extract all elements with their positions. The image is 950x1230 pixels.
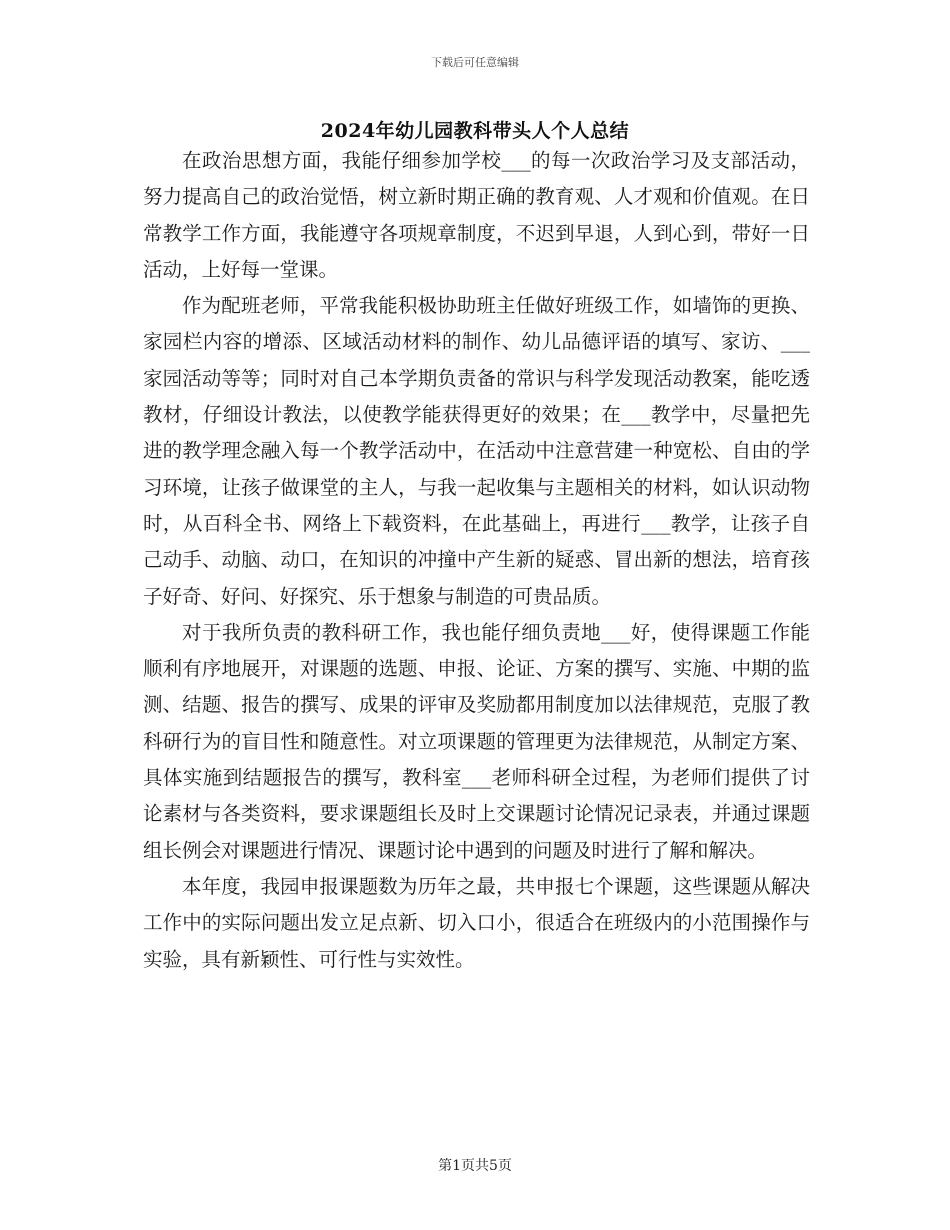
document-title: 2024年幼儿园教科带头人个人总结 — [320, 120, 630, 142]
paragraph: 对于我所负责的教科研工作，我也能仔细负责地___好，使得课题工作能顺利有序地展开，对课题的选题、申报、论证、方案的撰写、实施、中期的监测、结题、报告的撰写、成果的评审及奖励都用制度加以法律规范，克服了教科研行为的盲目性和随意性。对立项课题的管理更为法律规范，从制定方案、具体实施到结题报告的撰写，教科室___老师科研全过程，为老师们提供了讨论素材与各类资料，要求课题组长及时上交课题讨论情况记录表，并通过课题组长例会对课题进行情况、课题讨论中遇到的问题及时进行了解和解决。 — [143, 620, 810, 862]
paragraph: 本年度，我园申报课题数为历年之最，共申报七个课题，这些课题从解决工作中的实际问题出发立足点新、切入口小，很适合在班级内的小范围操作与实验，具有新颖性、可行性与实效性。 — [143, 874, 810, 971]
header-note: 下载后可任意编辑 — [431, 56, 519, 69]
paragraph: 在政治思想方面，我能仔细参加学校___的每一次政治学习及支部活动，努力提高自己的政治觉悟，树立新时期正确的教育观、人才观和价值观。在日常教学工作方面，我能遵守各项规章制度，不迟到早退，人到心到，带好一日活动，上好每一堂课。 — [143, 149, 810, 281]
paragraph: 作为配班老师，平常我能积极协助班主任做好班级工作，如墙饰的更换、家园栏内容的增添、区域活动材料的制作、幼儿品德评语的填写、家访、___家园活动等等；同时对自己本学期负责备的常识与科学发现活动教案，能吃透教材，仔细设计教法，以使教学能获得更好的效果；在___教学中，尽量把先进的教学理念融入每一个教学活动中，在活动中注意营建一种宽松、自由的学习环境，让孩子做课堂的主人，与我一起收集与主题相关的材料，如认识动物时，从百科全书、网络上下载资料，在此基础上，再进行___教学，让孩子自己动手、动脑、动口，在知识的冲撞中产生新的疑惑、冒出新的想法，培育孩子好奇、好问、好探究、乐于想象与制造的可贵品质。 — [143, 294, 810, 608]
page-number: 第1页共5页 — [438, 1158, 512, 1174]
document-body — [143, 143, 810, 978]
